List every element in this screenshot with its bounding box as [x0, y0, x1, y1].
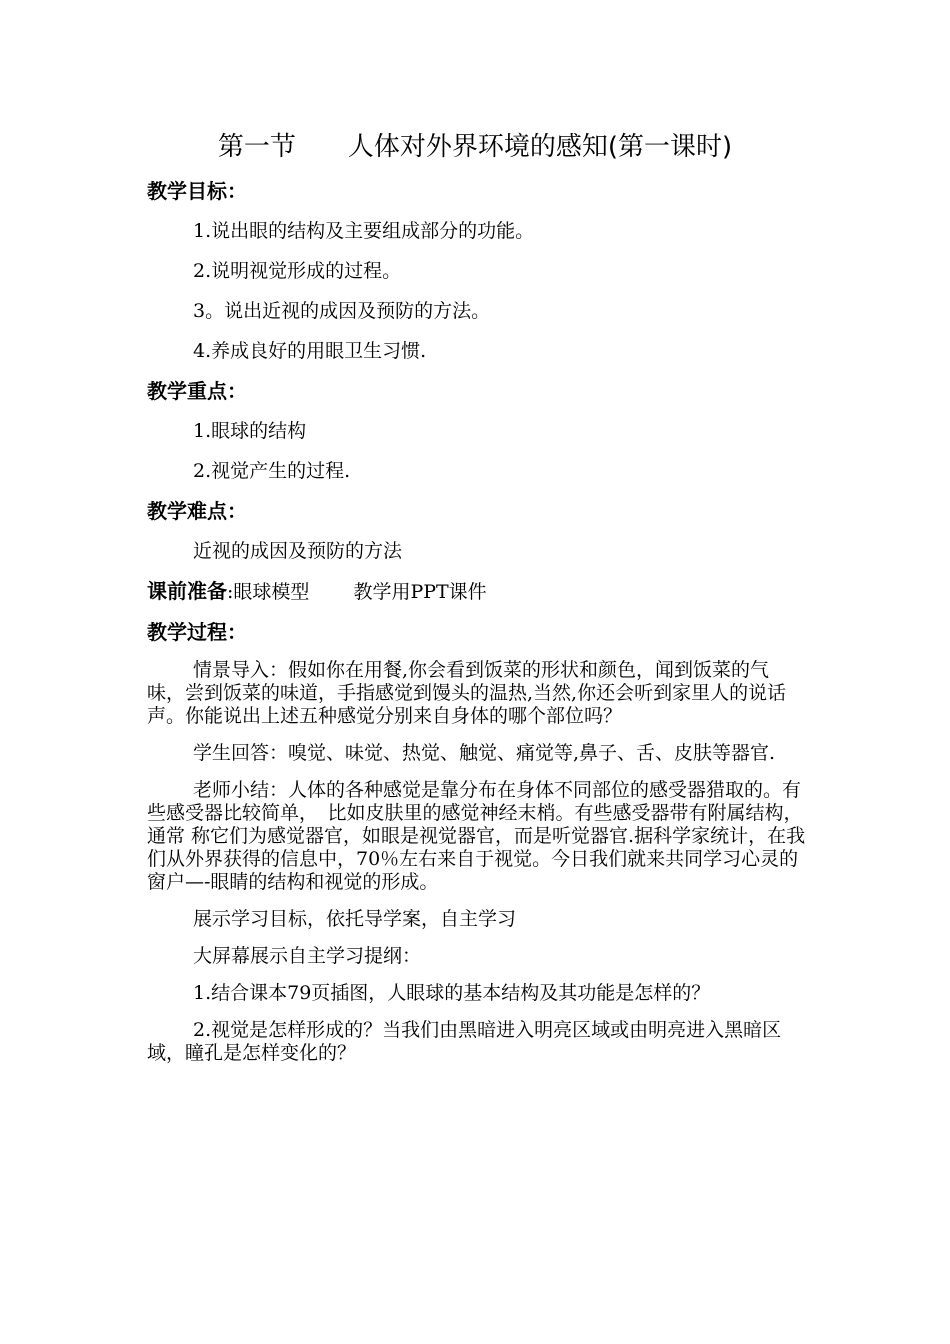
preparation-text: :眼球模型 教学用PPT课件 — [227, 581, 487, 603]
objective-item: 3。说出近视的成因及预防的方法。 — [193, 300, 491, 322]
objective-item: 1.说出眼的结构及主要组成部分的功能。 — [193, 220, 535, 242]
document-body — [147, 178, 807, 1079]
objectives-heading: 教学目标： — [147, 179, 247, 203]
process-paragraph: 学生回答：嗅觉、味觉、热觉、触觉、痛觉等,鼻子、舌、皮肤等器官. — [193, 742, 776, 764]
process-paragraph: 2.视觉是怎样形成的？当我们由黑暗进入明亮区域或由明亮进入黑暗区域，瞳孔是怎样变化的？ — [147, 1019, 782, 1064]
objective-item: 2.说明视觉形成的过程。 — [193, 260, 402, 282]
process-paragraph: 老师小结：人体的各种感觉是靠分布在身体不同部位的感受器猎取的。有些感受器比较简单， 比如皮肤里的感觉神经末梢。有些感受器带有附属结构，通常 称它们为感觉器官，如眼是视觉器官，而是听觉器官.据科学家统计，在我们从外界获得的信息中，70％左右来自于视觉。今日我们就来共同学习心灵的窗户—-眼睛的结构和视觉的形成。 — [147, 779, 806, 893]
process-paragraph: 展示学习目标，依托导学案，自主学习 — [193, 908, 517, 930]
process-paragraph: 大屏幕展示自主学习提纲： — [193, 945, 422, 967]
process-paragraph: 情景导入：假如你在用餐,你会看到饭菜的形状和颜色，闻到饭菜的气味，尝到饭菜的味道，手指感觉到馒头的温热,当然,你还会听到家里人的说话声。你能说出上述五种感觉分别来自身体的哪个部位吗？ — [147, 659, 787, 727]
difficulties-heading: 教学难点： — [147, 499, 247, 523]
key-point-item: 2.视觉产生的过程. — [193, 460, 351, 482]
process-paragraph: 1.结合课本79页插图，人眼球的基本结构及其功能是怎样的？ — [193, 982, 711, 1004]
key-points-heading: 教学重点： — [147, 379, 247, 403]
key-point-item: 1.眼球的结构 — [193, 420, 307, 442]
difficulty-item: 近视的成因及预防的方法 — [193, 540, 403, 562]
process-heading: 教学过程： — [147, 620, 247, 644]
page-title: 第一节 人体对外界环境的感知(第一课时) — [217, 132, 733, 162]
preparation-line — [147, 578, 807, 605]
preparation-label: 课前准备 — [147, 579, 227, 603]
objective-item: 4.养成良好的用眼卫生习惯. — [193, 340, 427, 362]
